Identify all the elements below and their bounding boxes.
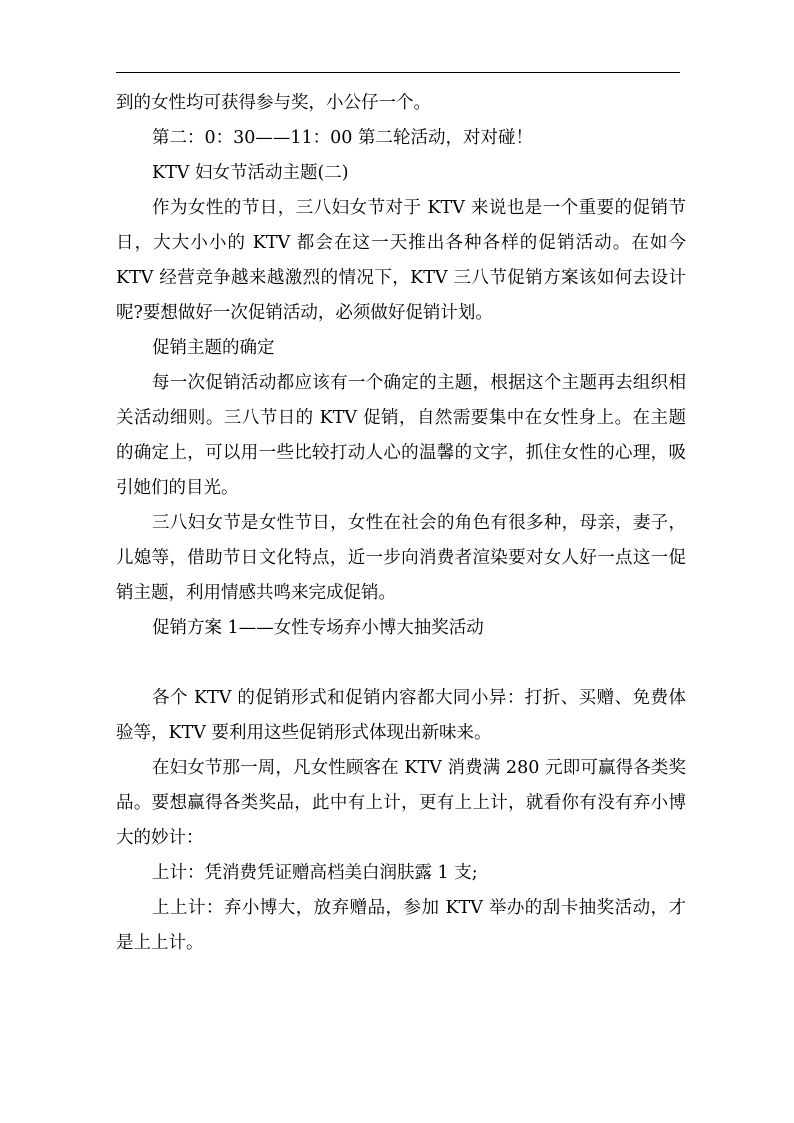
section-heading-plan-1: 促销方案 1——女性专场弃小博大抽奖活动 [152,618,484,638]
paragraph-theme-details: 每一次促销活动都应该有一个确定的主题，根据这个主题再去组织相关活动细则。三八节日的 KTV 促销，自然需要集中在女性身上。在主题的确定上，可以用一些比较打动人心的温馨的文字，抓住女性的心理，吸引她们的目光。 [116,373,686,498]
paragraph-womens-day: 三八妇女节是女性节日，女性在社会的角色有很多种，母亲，妻子，儿媳等，借助节日文化特点，近一步向消费者渲染要对女人好一点这一促销主题，利用情感共鸣来完成促销。 [116,513,686,603]
paragraph-prize-week: 在妇女节那一周，凡女性顾客在 KTV 消费满 280 元即可赢得各类奖品。要想赢得各类奖品，此中有上计，更有上上计，就看你有没有弃小博大的妙计： [116,758,686,848]
paragraph-promotion-forms: 各个 KTV 的促销形式和促销内容都大同小异：打折、买赠、免费体验等，KTV 要利用这些促销形式体现出新味来。 [116,688,686,743]
paragraph-intro: 作为女性的节日，三八妇女节对于 KTV 来说也是一个重要的促销节日，大大小小的 KTV 都会在这一天推出各种各样的促销活动。在如今 KTV 经营竞争越来越激烈的情况下，KTV 三八节促销方案该如何去设计呢?要想做好一次促销活动，必须做好促销计划。 [116,198,686,323]
section-heading-theme-definition: 促销主题的确定 [152,338,275,358]
header-rule [116,72,680,73]
paragraph-best-plan: 上上计：弃小博大，放弃赠品，参加 KTV 举办的刮卡抽奖活动，才是上上计。 [116,898,686,953]
paragraph-upper-plan: 上计：凭消费凭证赠高档美白润肤露 1 支; [152,863,478,883]
blank-line [116,646,686,681]
paragraph-second-round: 第二：0：30——11：00 第二轮活动，对对碰！ [152,128,533,148]
document-body [116,86,686,961]
paragraph-continuation: 到的女性均可获得参与奖，小公仔一个。 [116,93,431,113]
section-heading-ktv-theme: KTV 妇女节活动主题(二) [152,163,349,183]
